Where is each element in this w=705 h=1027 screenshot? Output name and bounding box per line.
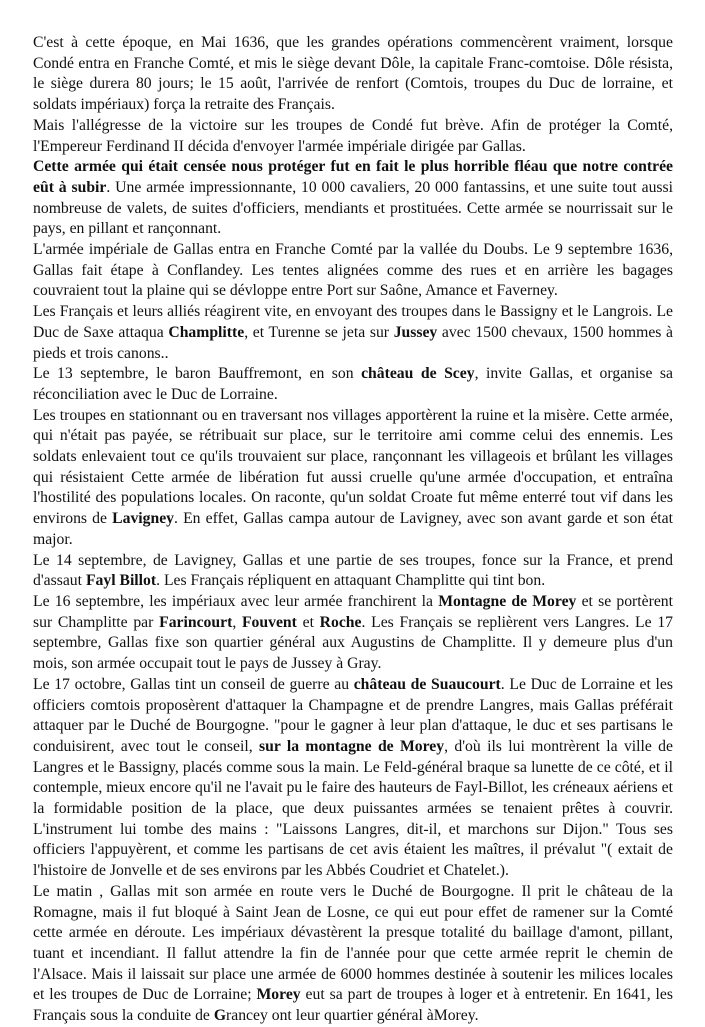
text-run: , invite Gallas, et organise sa réconciliation avec le Duc de Lorraine. [33,365,673,403]
bold-text: Champlitte [168,323,245,341]
text-run: , d'où ils lui montrèrent la ville de Langres et le Bassigny, placés comme sous la main. Le Feld-général braque sa lunette de ce côté, et il contemple, mieux encore qu'il ne l'avait pu le faire des hauteurs de Fayl-Billot, les créneaux aériens et la formidable position de la place, que deux puissantes armées se tenaient prêtes à couvrir. L'instrument lui tombe des mains : "Laissons Langres, dit-il, et marchons sur Dijon." Tous ses officiers l'appuyèrent, et comme les partisans de cet avis étaient les maîtres, il prévalut "( extait de l'histoire de Jonvelle et de ses environs par les Abbés Coudriet et Chatelet.). [33,737,673,880]
text-run: et [296,613,320,631]
bold-text: Farincourt [159,613,233,631]
text-run: L'armée impériale de Gallas entra en Franche Comté par la vallée du Doubs. Le 9 septembre 1636, Gallas fait étape à Conflandey. Les tentes alignées comme des rues et en arrière les bagages couvraient tout la plaine qui se dévloppe entre Port sur Saône, Amance et Faverney. [33,241,673,300]
text-run: Les troupes en stationnant ou en traversant nos villages apportèrent la ruine et la misère. Cette armée, qui n'était pas payée, se rétribuait sur place, sur le territoire ami comme celui des ennemis. Les soldats enlevaient tout ce qu'ils trouvaient sur place, rançonnant les villageois et brûlant les villages qui résistaient Cette armée de libération fut aussi cruelle qu'une armée d'occupation, et entraîna l'hostilité des populations locales. On raconte, qu'un soldat Croate fut même enterré tout vif dans les environs de [33,406,673,528]
paragraph [33,302,673,364]
bold-text: château de Suaucourt [353,675,501,693]
text-run: Le 13 septembre, le baron Bauffremont, en son [33,365,362,383]
text-run: , et Turenne se jeta sur [244,323,394,341]
bold-text: château de Scey [361,365,475,383]
bold-text: Lavigney [112,510,175,528]
text-run: , [232,613,242,631]
text-run: Mais l'allégresse de la victoire sur les troupes de Condé fut brève. Afin de protéger la Comté, l'Empereur Ferdinand II décida d'envoyer l'armée impériale dirigée par Gallas. [33,116,673,155]
text-run: rancey ont leur quartier général àMorey. [226,1007,479,1025]
bold-text: G [213,1007,227,1025]
bold-text: Cette armée qui était censée nous protéger fut en fait le plus horrible fléau que notre contrée eût à subir [33,158,673,196]
paragraph [33,157,673,240]
text-run: . Les Français se replièrent vers Langres. Le 17 septembre, Gallas fixe son quartier général aux Augustins de Champlitte. Il y demeure plus d'un mois, son armée occupait tout le pays de Jussey à Gray. [33,613,674,673]
paragraph [33,33,673,116]
paragraph [33,240,673,302]
bold-text: Jussey [393,323,438,341]
paragraph [33,882,673,1027]
paragraph [33,116,673,157]
text-run: . Le Duc de Lorraine et les officiers comtois proposèrent d'attaquer la Champagne et de prendre Langres, mais Gallas préférait attaquer par le Duché de Bourgogne. "pour le gagner à leur plan d'attaque, le duc et ses partisans le conduisirent, avec tout le conseil, [33,675,673,755]
bold-text: Montagne de Morey [438,592,577,610]
paragraph [33,592,673,675]
text-run: C'est à cette époque, en Mai 1636, que les grandes opérations commencèrent vraiment, lorsque Condé entra en Franche Comté, et mis le siège devant Dôle, la capitale Franc-comtoise. Dôle résista, le siège durera 80 jours; le 15 août, l'arrivée de renfort (Comtois, troupes du Duc de lorraine, et soldats impériaux) força la retraite des Français. [33,34,673,114]
bold-text: Fouvent [241,613,297,631]
paragraph [33,364,673,405]
text-run: avec 1500 chevaux, 1500 hommes à pieds et trois canons.. [33,323,674,362]
paragraph [33,406,673,551]
bold-text: Fayl Billot [85,572,157,590]
text-run: et se portèrent sur Champlitte par [33,592,673,631]
document-body [33,33,673,1027]
text-run: Les Français et leurs alliés réagirent vite, en envoyant des troupes dans le Bassigny et le Langrois. Le Duc de Saxe attaqua [33,303,673,341]
bold-text: Morey [256,986,301,1004]
text-run: . En effet, Gallas campa autour de Lavigney, avec son avant garde et son état major. [33,510,673,548]
text-run: . Une armée impressionnante, 10 000 cavaliers, 20 000 fantassins, et une suite tout aussi nombreuse de valets, de suites d'officiers, mendiants et prostituées. Cette armée se nourrissait sur le pays, en pillant et rançonnant. [33,178,673,238]
text-run: eut sa part de troupes à loger et à entretenir. En 1641, les Français sous la conduite de [33,986,673,1025]
text-run: . Les Français répliquent en attaquant Champlitte qui tint bon. [156,572,546,590]
paragraph [33,551,673,592]
paragraph [33,675,673,882]
text-run: Le matin , Gallas mit son armée en route vers le Duché de Bourgogne. Il prit le château de la Romagne, mais il fut bloqué à Saint Jean de Losne, ce qui eut pour effet de ramener sur la Comté cette armée en déroute. Les impériaux dévastèrent la presque totalité du baillage d'amont, pillant, tuant et incendiant. Il fallut attendre la fin de l'année pour que cette armée reprit le chemin de l'Alsace. Mais il laissait sur place une armée de 6000 hommes destinée à soutenir les milices locales et les troupes de Duc de Lorraine; [33,882,673,1004]
bold-text: Roche [319,613,362,631]
text-run: Le 17 octobre, Gallas tint un conseil de guerre au [33,675,354,693]
text-run: Le 16 septembre, les impériaux avec leur armée franchirent la [33,592,439,610]
bold-text: sur la montagne de Morey [258,737,445,755]
text-run: Le 14 septembre, de Lavigney, Gallas et une partie de ses troupes, fonce sur la France, et prend d'assaut [33,551,673,590]
